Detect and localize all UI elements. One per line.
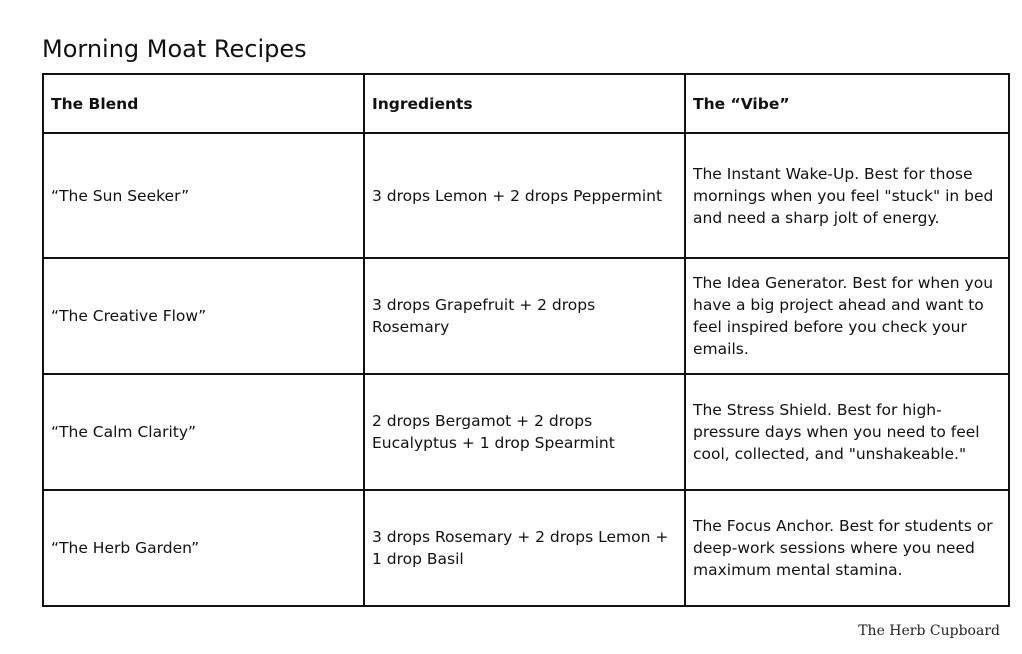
column-header-blend: The Blend (43, 74, 364, 133)
column-header-vibe: The “Vibe” (685, 74, 1009, 133)
table-header-row (43, 74, 1009, 133)
blend-cell: “The Calm Clarity” (43, 374, 364, 490)
ingredients-cell: 3 drops Rosemary + 2 drops Lemon + 1 drop Basil (364, 490, 685, 606)
ingredients-cell: 2 drops Bergamot + 2 drops Eucalyptus + 1 drop Spearmint (364, 374, 685, 490)
table-row (43, 490, 1009, 606)
table-row (43, 133, 1009, 258)
table-row (43, 258, 1009, 374)
vibe-cell: The Focus Anchor. Best for students or deep-work sessions where you need maximum mental stamina. (685, 490, 1009, 606)
footer-brand: The Herb Cupboard (858, 623, 1000, 639)
column-header-ingredients: Ingredients (364, 74, 685, 133)
blend-cell: “The Sun Seeker” (43, 133, 364, 258)
vibe-cell: The Stress Shield. Best for high-pressure days when you need to feel cool, collected, and "unshakeable." (685, 374, 1009, 490)
vibe-cell: The Idea Generator. Best for when you have a big project ahead and want to feel inspired before you check your emails. (685, 258, 1009, 374)
blend-cell: “The Herb Garden” (43, 490, 364, 606)
vibe-cell: The Instant Wake-Up. Best for those mornings when you feel "stuck" in bed and need a sharp jolt of energy. (685, 133, 1009, 258)
page-title: Morning Moat Recipes (42, 35, 307, 63)
table-row (43, 374, 1009, 490)
blend-cell: “The Creative Flow” (43, 258, 364, 374)
recipes-table (42, 73, 1010, 607)
ingredients-cell: 3 drops Lemon + 2 drops Peppermint (364, 133, 685, 258)
ingredients-cell: 3 drops Grapefruit + 2 drops Rosemary (364, 258, 685, 374)
